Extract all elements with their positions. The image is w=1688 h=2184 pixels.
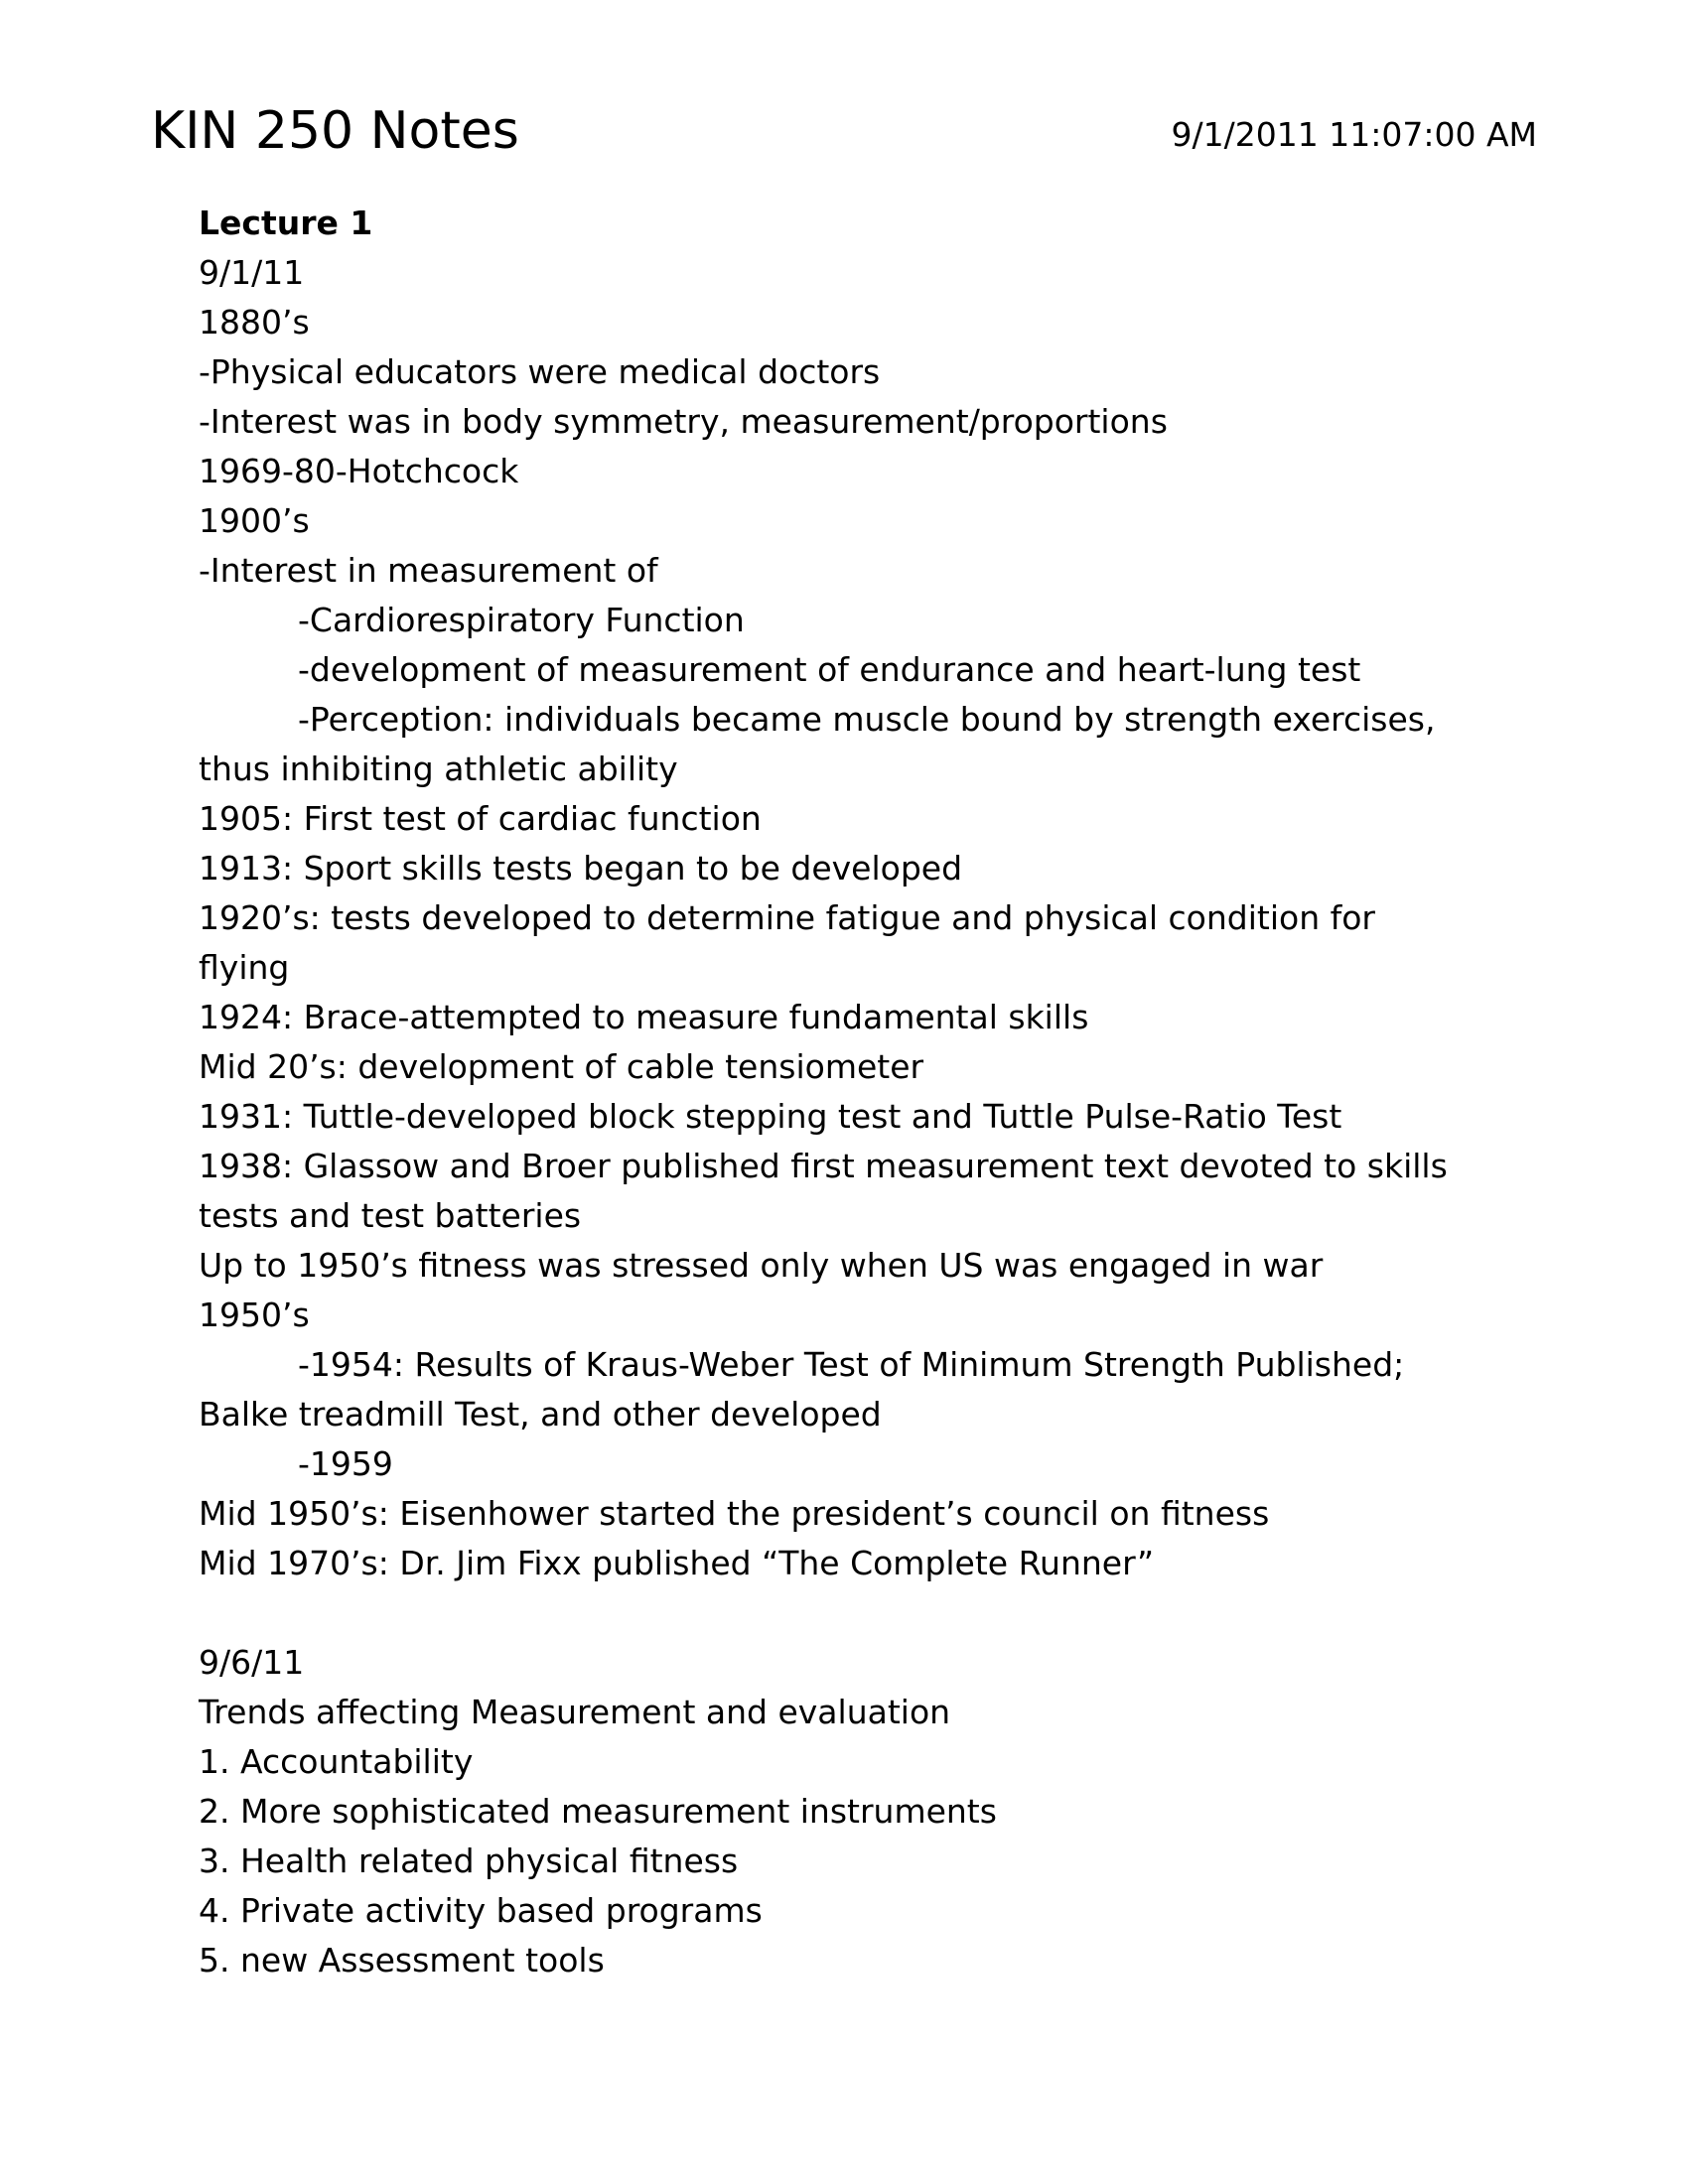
note-line: -Physical educators were medical doctors xyxy=(199,352,881,391)
note-line-indented: -Perception: individuals became muscle bound by strength exercises, xyxy=(298,700,1436,739)
blank-line xyxy=(199,1588,1529,1638)
note-line: 1905: First test of cardiac function xyxy=(199,799,762,838)
note-line: 1920’s: tests developed to determine fatigue and physical condition for xyxy=(199,898,1375,937)
lecture-heading: Lecture 1 xyxy=(199,204,373,242)
list-item: 4. Private activity based programs xyxy=(199,1891,763,1930)
note-line: 1931: Tuttle-developed block stepping test and Tuttle Pulse-Ratio Test xyxy=(199,1097,1342,1136)
note-line-indented: -1954: Results of Kraus-Weber Test of Minimum Strength Published; xyxy=(298,1345,1405,1384)
list-item: 5. new Assessment tools xyxy=(199,1941,605,1979)
document-title: KIN 250 Notes xyxy=(151,101,519,161)
note-line: Mid 1970’s: Dr. Jim Fixx published “The Complete Runner” xyxy=(199,1544,1155,1582)
list-item: 2. More sophisticated measurement instruments xyxy=(199,1792,997,1831)
note-line: 1900’s xyxy=(199,501,310,540)
note-line: 1950’s xyxy=(199,1296,310,1334)
note-line-indented: -development of measurement of endurance and heart-lung test xyxy=(298,650,1361,689)
note-line-indented: -Cardiorespiratory Function xyxy=(298,601,745,639)
note-line-indented: -1959 xyxy=(298,1444,393,1483)
note-line: 1913: Sport skills tests began to be developed xyxy=(199,849,963,887)
note-line: flying xyxy=(199,948,290,987)
note-line: 1880’s xyxy=(199,303,310,341)
note-line: Mid 1950’s: Eisenhower started the president’s council on fitness xyxy=(199,1494,1270,1533)
note-line: 1938: Glassow and Broer published first measurement text devoted to skills xyxy=(199,1147,1448,1185)
note-line: thus inhibiting athletic ability xyxy=(199,750,678,788)
note-line: 1924: Brace-attempted to measure fundamental skills xyxy=(199,998,1089,1036)
notes-body xyxy=(199,199,1529,1985)
note-line: 9/1/11 xyxy=(199,253,305,292)
note-line: 9/6/11 xyxy=(199,1643,305,1682)
note-line: Balke treadmill Test, and other developed xyxy=(199,1395,882,1433)
document-timestamp: 9/1/2011 11:07:00 AM xyxy=(1171,115,1537,154)
note-line: -Interest in measurement of xyxy=(199,551,658,590)
note-line: Up to 1950’s fitness was stressed only when US was engaged in war xyxy=(199,1246,1324,1285)
note-line: -Interest was in body symmetry, measurement/proportions xyxy=(199,402,1168,441)
note-line: 1969-80-Hotchcock xyxy=(199,452,519,490)
list-item: 3. Health related physical fitness xyxy=(199,1842,739,1880)
note-line: Mid 20’s: development of cable tensiometer xyxy=(199,1047,924,1086)
list-item: 1. Accountability xyxy=(199,1742,474,1781)
note-line: Trends affecting Measurement and evaluation xyxy=(199,1693,951,1731)
note-line: tests and test batteries xyxy=(199,1196,582,1235)
